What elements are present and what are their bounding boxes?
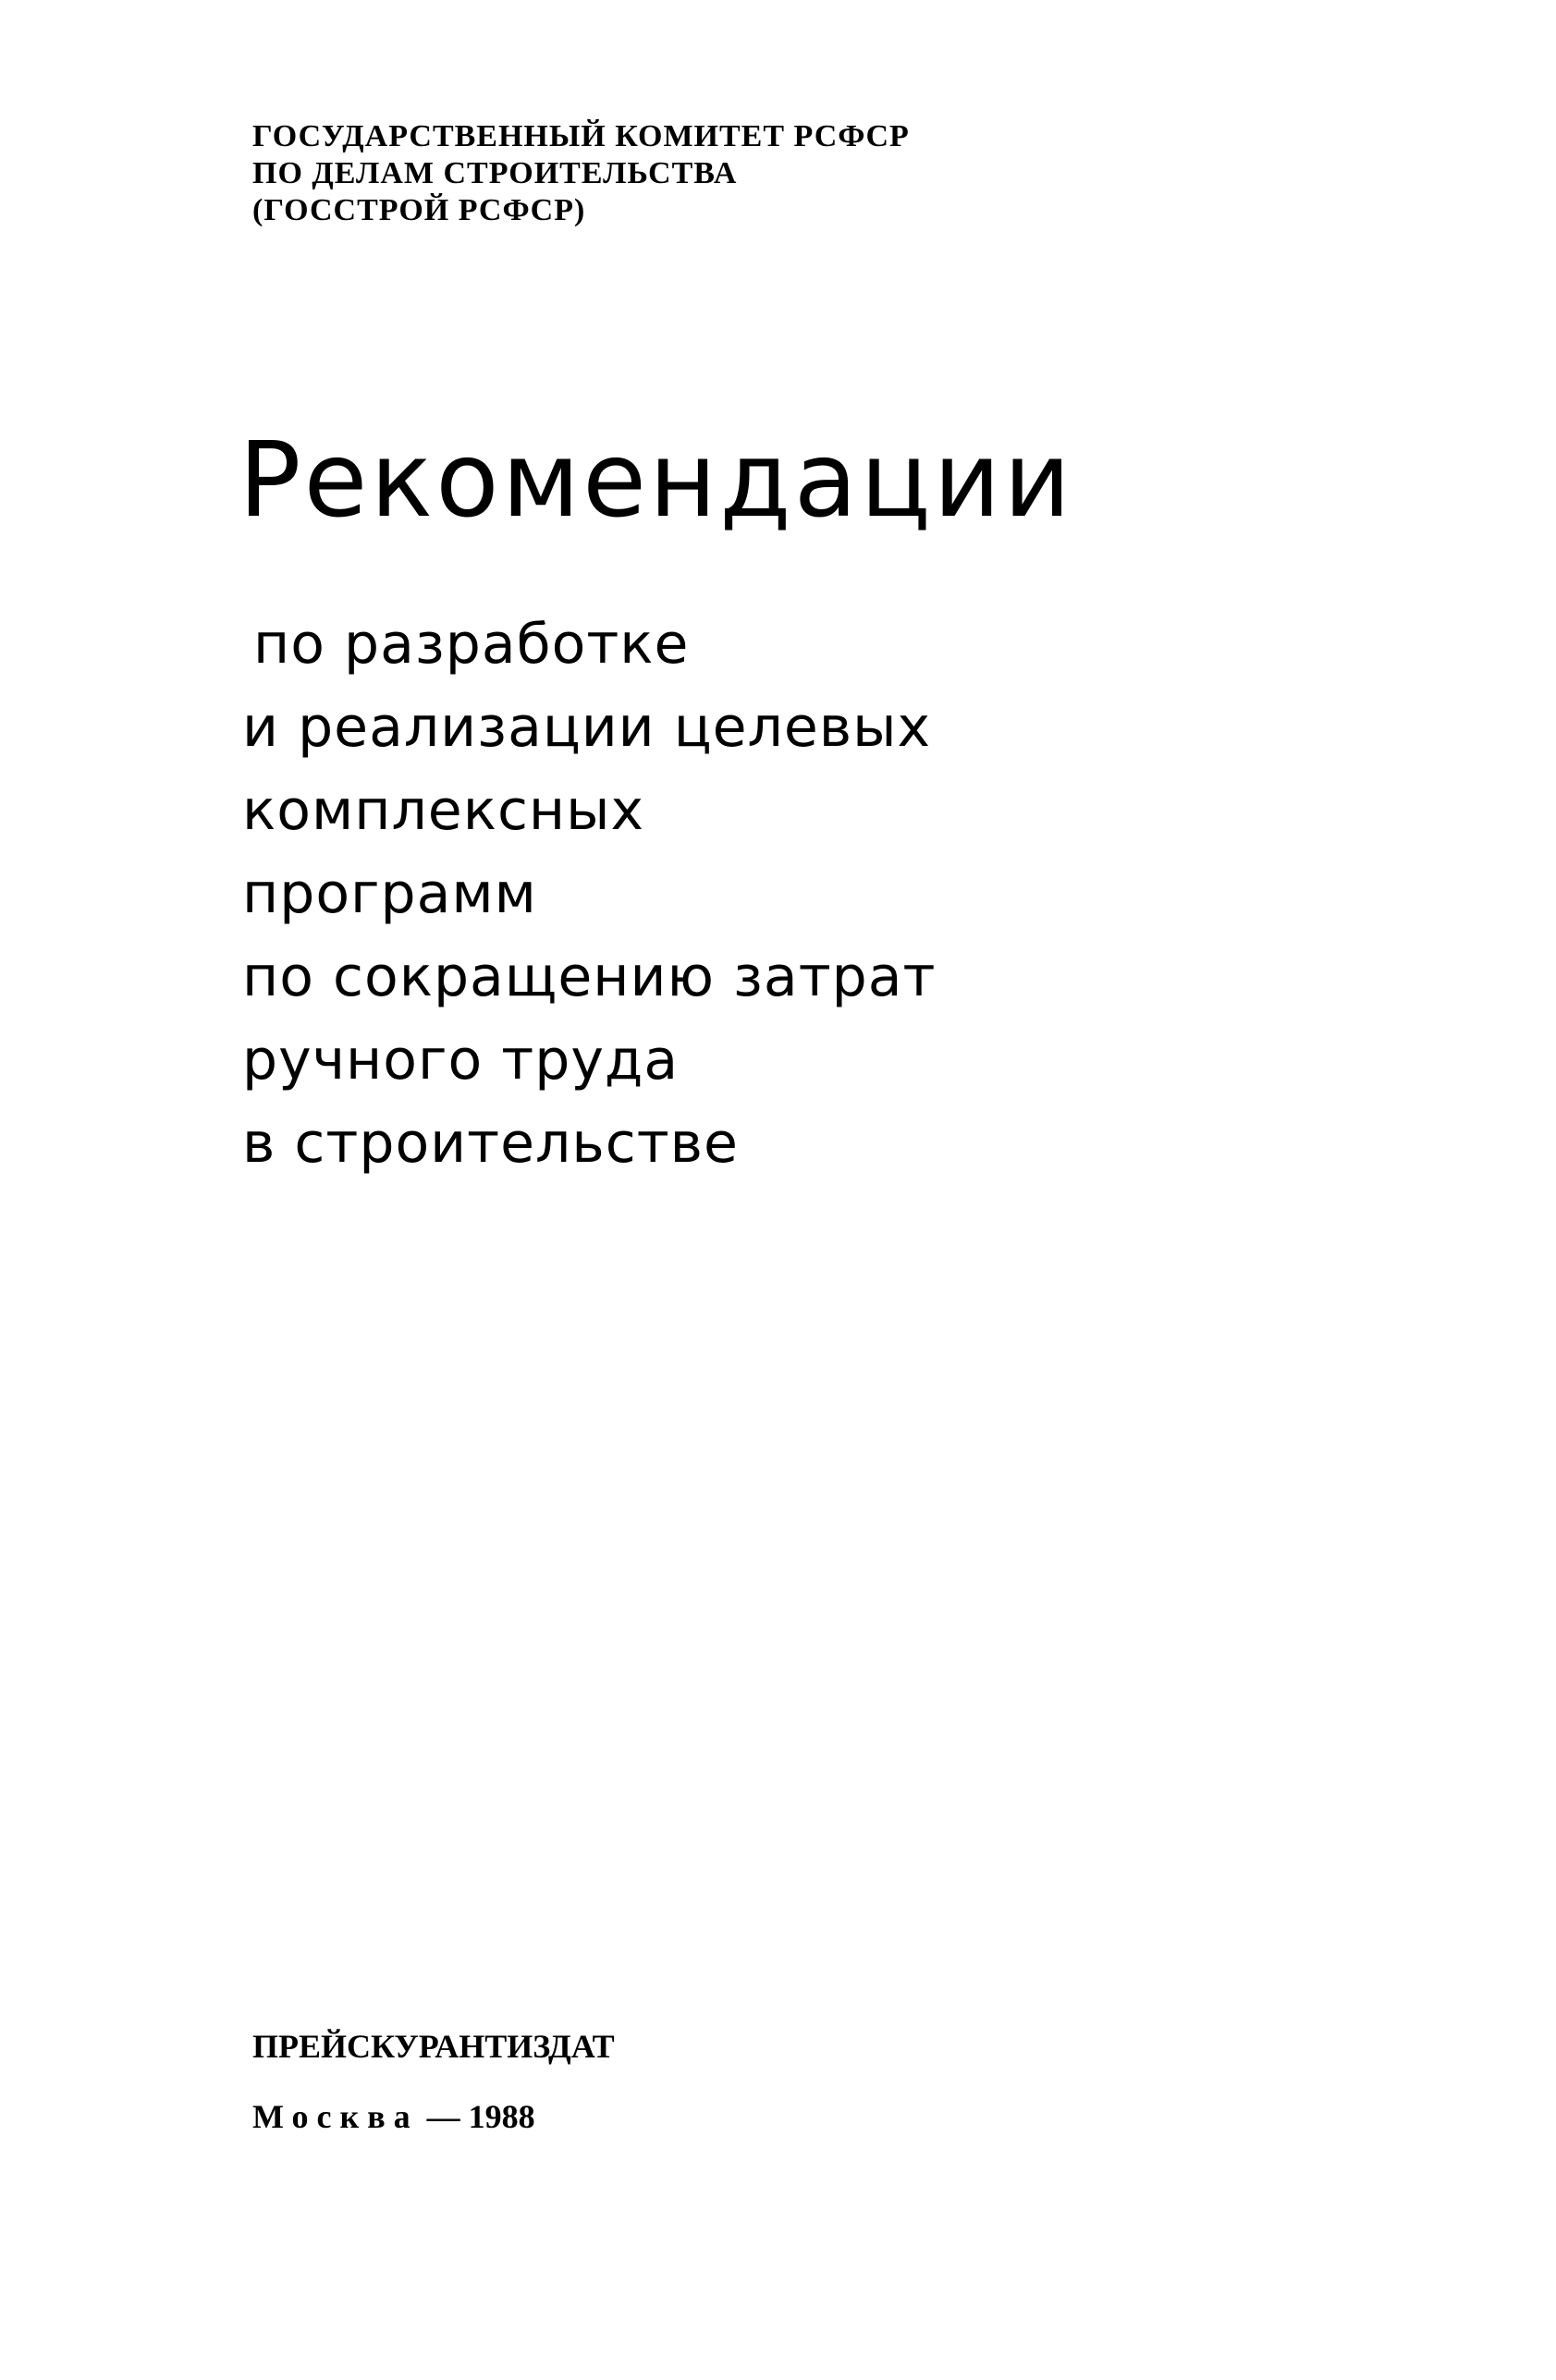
imprint-separator: — — [418, 2098, 469, 2135]
subtitle-line-4: программ — [242, 861, 537, 926]
subtitle-line-7: в строительстве — [242, 1111, 739, 1176]
publisher-name: ПРЕЙСКУРАНТИЗДАТ — [252, 2028, 615, 2065]
issuing-agency — [252, 118, 910, 229]
subtitle-line-6: ручного труда — [242, 1028, 680, 1092]
document-title: Рекомендации — [239, 421, 1074, 541]
subtitle-line-5: по сокращению затрат — [242, 945, 937, 1009]
publication-place-year — [252, 2096, 535, 2137]
publication-year: 1988 — [468, 2098, 535, 2135]
subtitle-line-3: комплексных — [242, 778, 645, 843]
agency-line-1: ГОСУДАРСТВЕННЫЙ КОМИТЕТ РСФСР — [252, 119, 910, 153]
agency-line-2: ПО ДЕЛАМ СТРОИТЕЛЬСТВА — [252, 156, 738, 190]
subtitle-line-2: и реализации целевых — [242, 695, 932, 760]
agency-line-3: (ГОССТРОЙ РСФСР) — [252, 193, 586, 227]
subtitle-line-1: по разработке — [253, 612, 690, 677]
publication-city: Москва — [252, 2098, 419, 2135]
document-subtitle — [242, 603, 936, 1185]
